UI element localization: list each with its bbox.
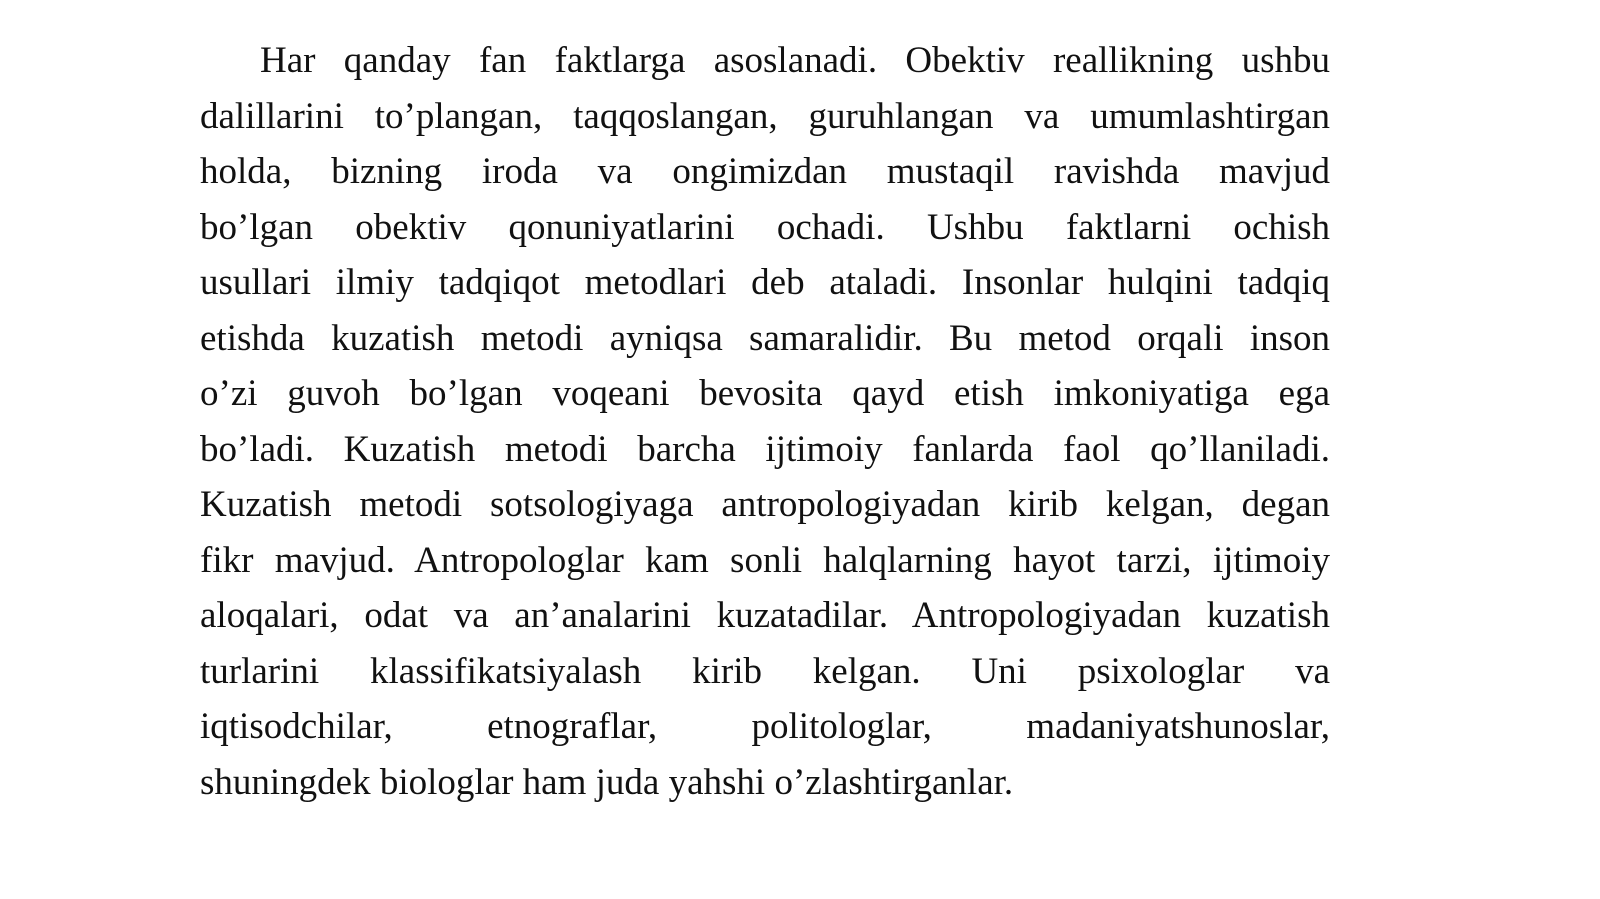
paragraph-line-13: iqtisodchilar, etnograflar, politologlar, madaniyatshunoslar, <box>200 706 1330 747</box>
paragraph-line-6: etishda kuzatish metodi ayniqsa samaralidir. Bu metod orqali inson <box>200 317 1330 359</box>
paragraph-line-9: Kuzatish metodi sotsologiyaga antropologiyadan kirib kelgan, degan <box>200 484 1330 525</box>
paragraph-line-12: turlarini klassifikatsiyalash kirib kelgan. Uni psixologlar va <box>200 650 1330 692</box>
paragraph-line-2: dalillarini to’plangan, taqqoslangan, guruhlangan va umumlashtirgan <box>200 95 1330 137</box>
paragraph-line-8: bo’ladi. Kuzatish metodi barcha ijtimoiy fanlarda faol qo’llaniladi. <box>200 428 1330 470</box>
paragraph-line-3: holda, bizning iroda va ongimizdan mustaqil ravishda mavjud <box>200 151 1330 192</box>
paragraph-line-1: Har qanday fan faktlarga asoslanadi. Obektiv reallikning ushbu <box>260 40 1330 81</box>
paragraph-line-11: aloqalari, odat va an’analarini kuzatadilar. Antropologiyadan kuzatish <box>200 595 1330 636</box>
paragraph-line-4: bo’lgan obektiv qonuniyatlarini ochadi. Ushbu faktlarni ochish <box>200 206 1330 248</box>
paragraph-line-7: o’zi guvoh bo’lgan voqeani bevosita qayd etish imkoniyatiga ega <box>200 373 1330 414</box>
paragraph-line-14: shuningdek biologlar ham juda yahshi o’zlashtirganlar. <box>200 761 1014 803</box>
paragraph-line-5: usullari ilmiy tadqiqot metodlari deb ataladi. Insonlar hulqini tadqiq <box>200 262 1330 303</box>
paragraph-line-10: fikr mavjud. Antropologlar kam sonli halqlarning hayot tarzi, ijtimoiy <box>200 539 1330 581</box>
paragraph <box>200 33 1330 810</box>
